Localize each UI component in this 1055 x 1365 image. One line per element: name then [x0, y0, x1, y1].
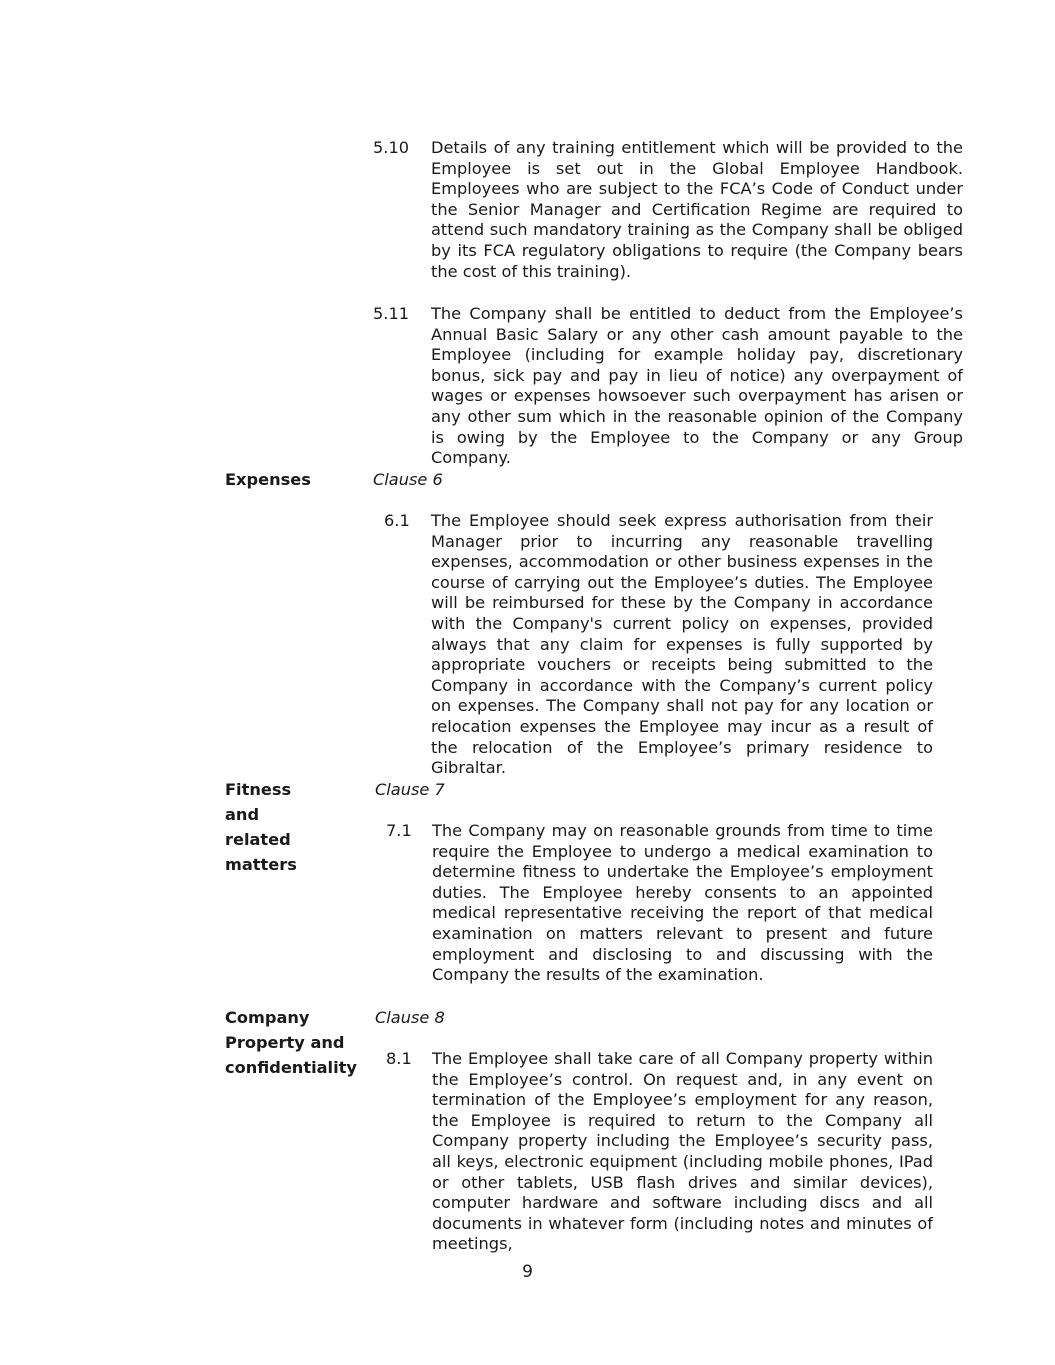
heading-line: Fitness [225, 780, 292, 799]
clause-number-5-11: 5.11 [373, 304, 410, 323]
section-heading-property [225, 1005, 357, 1080]
clause-text-5-11: The Company shall be entitled to deduct from the Employee’s Annual Basic Salary or any other cash amount payable to the Employee (including for example holiday pay, discretionary bonus, sick pay and pay in lieu of notice) any overpayment of wages or expenses howsoever such overpayment has arisen or any other sum which in the reasonable opinion of the Company is owing by the Employee to the Company or any Group Company. [431, 304, 963, 468]
section-heading-fitness [225, 777, 297, 877]
page-number: 9 [522, 1262, 533, 1282]
clause-number-7-1: 7.1 [386, 821, 412, 840]
heading-line: and [225, 805, 260, 824]
heading-line: Company [225, 1008, 310, 1027]
section-heading-expenses: Expenses [225, 470, 311, 489]
clause-label-7: Clause 7 [375, 780, 445, 799]
clause-number-6-1: 6.1 [384, 511, 410, 530]
heading-line: matters [225, 855, 297, 874]
clause-number-8-1: 8.1 [386, 1049, 412, 1068]
clause-number-5-10: 5.10 [373, 138, 410, 157]
clause-text-5-10: Details of any training entitlement which will be provided to the Employee is set out in the Global Employee Handbook. Employees who are subject to the FCA’s Code of Conduct under the Senior Manager and Certification Regime are required to attend such mandatory training as the Company shall be obliged by its FCA regulatory obligations to require (the Company bears the cost of this training). [431, 138, 963, 281]
clause-text-7-1: The Company may on reasonable grounds from time to time require the Employee to undergo a medical examination to determine fitness to undertake the Employee’s employment duties. The Employee hereby consents to an appointed medical representative receiving the report of that medical examination on matters relevant to present and future employment and disclosing to and discussing with the Company the results of the examination. [432, 821, 933, 985]
clause-text-8-1: The Employee shall take care of all Company property within the Employee’s control. On request and, in any event on termination of the Employee’s employment for any reason, the Employee is required to return to the Company all Company property including the Employee’s security pass, all keys, electronic equipment (including mobile phones, IPad or other tablets, USB flash drives and similar devices), computer hardware and software including discs and all documents in whatever form (including notes and minutes of meetings, [432, 1049, 933, 1254]
clause-label-8: Clause 8 [375, 1008, 445, 1027]
heading-line: Property and [225, 1033, 345, 1052]
clause-label-6: Clause 6 [373, 470, 443, 489]
clause-text-6-1: The Employee should seek express authorisation from their Manager prior to incurring any reasonable travelling expenses, accommodation or other business expenses in the course of carrying out the Employee’s duties. The Employee will be reimbursed for these by the Company in accordance with the Company's current policy on expenses, provided always that any claim for expenses is fully supported by appropriate vouchers or receipts being submitted to the Company in accordance with the Company’s current policy on expenses. The Company shall not pay for any location or relocation expenses the Employee may incur as a result of the relocation of the Employee’s primary residence to Gibraltar. [431, 511, 933, 778]
heading-line: related [225, 830, 291, 849]
heading-line: confidentiality [225, 1058, 357, 1077]
